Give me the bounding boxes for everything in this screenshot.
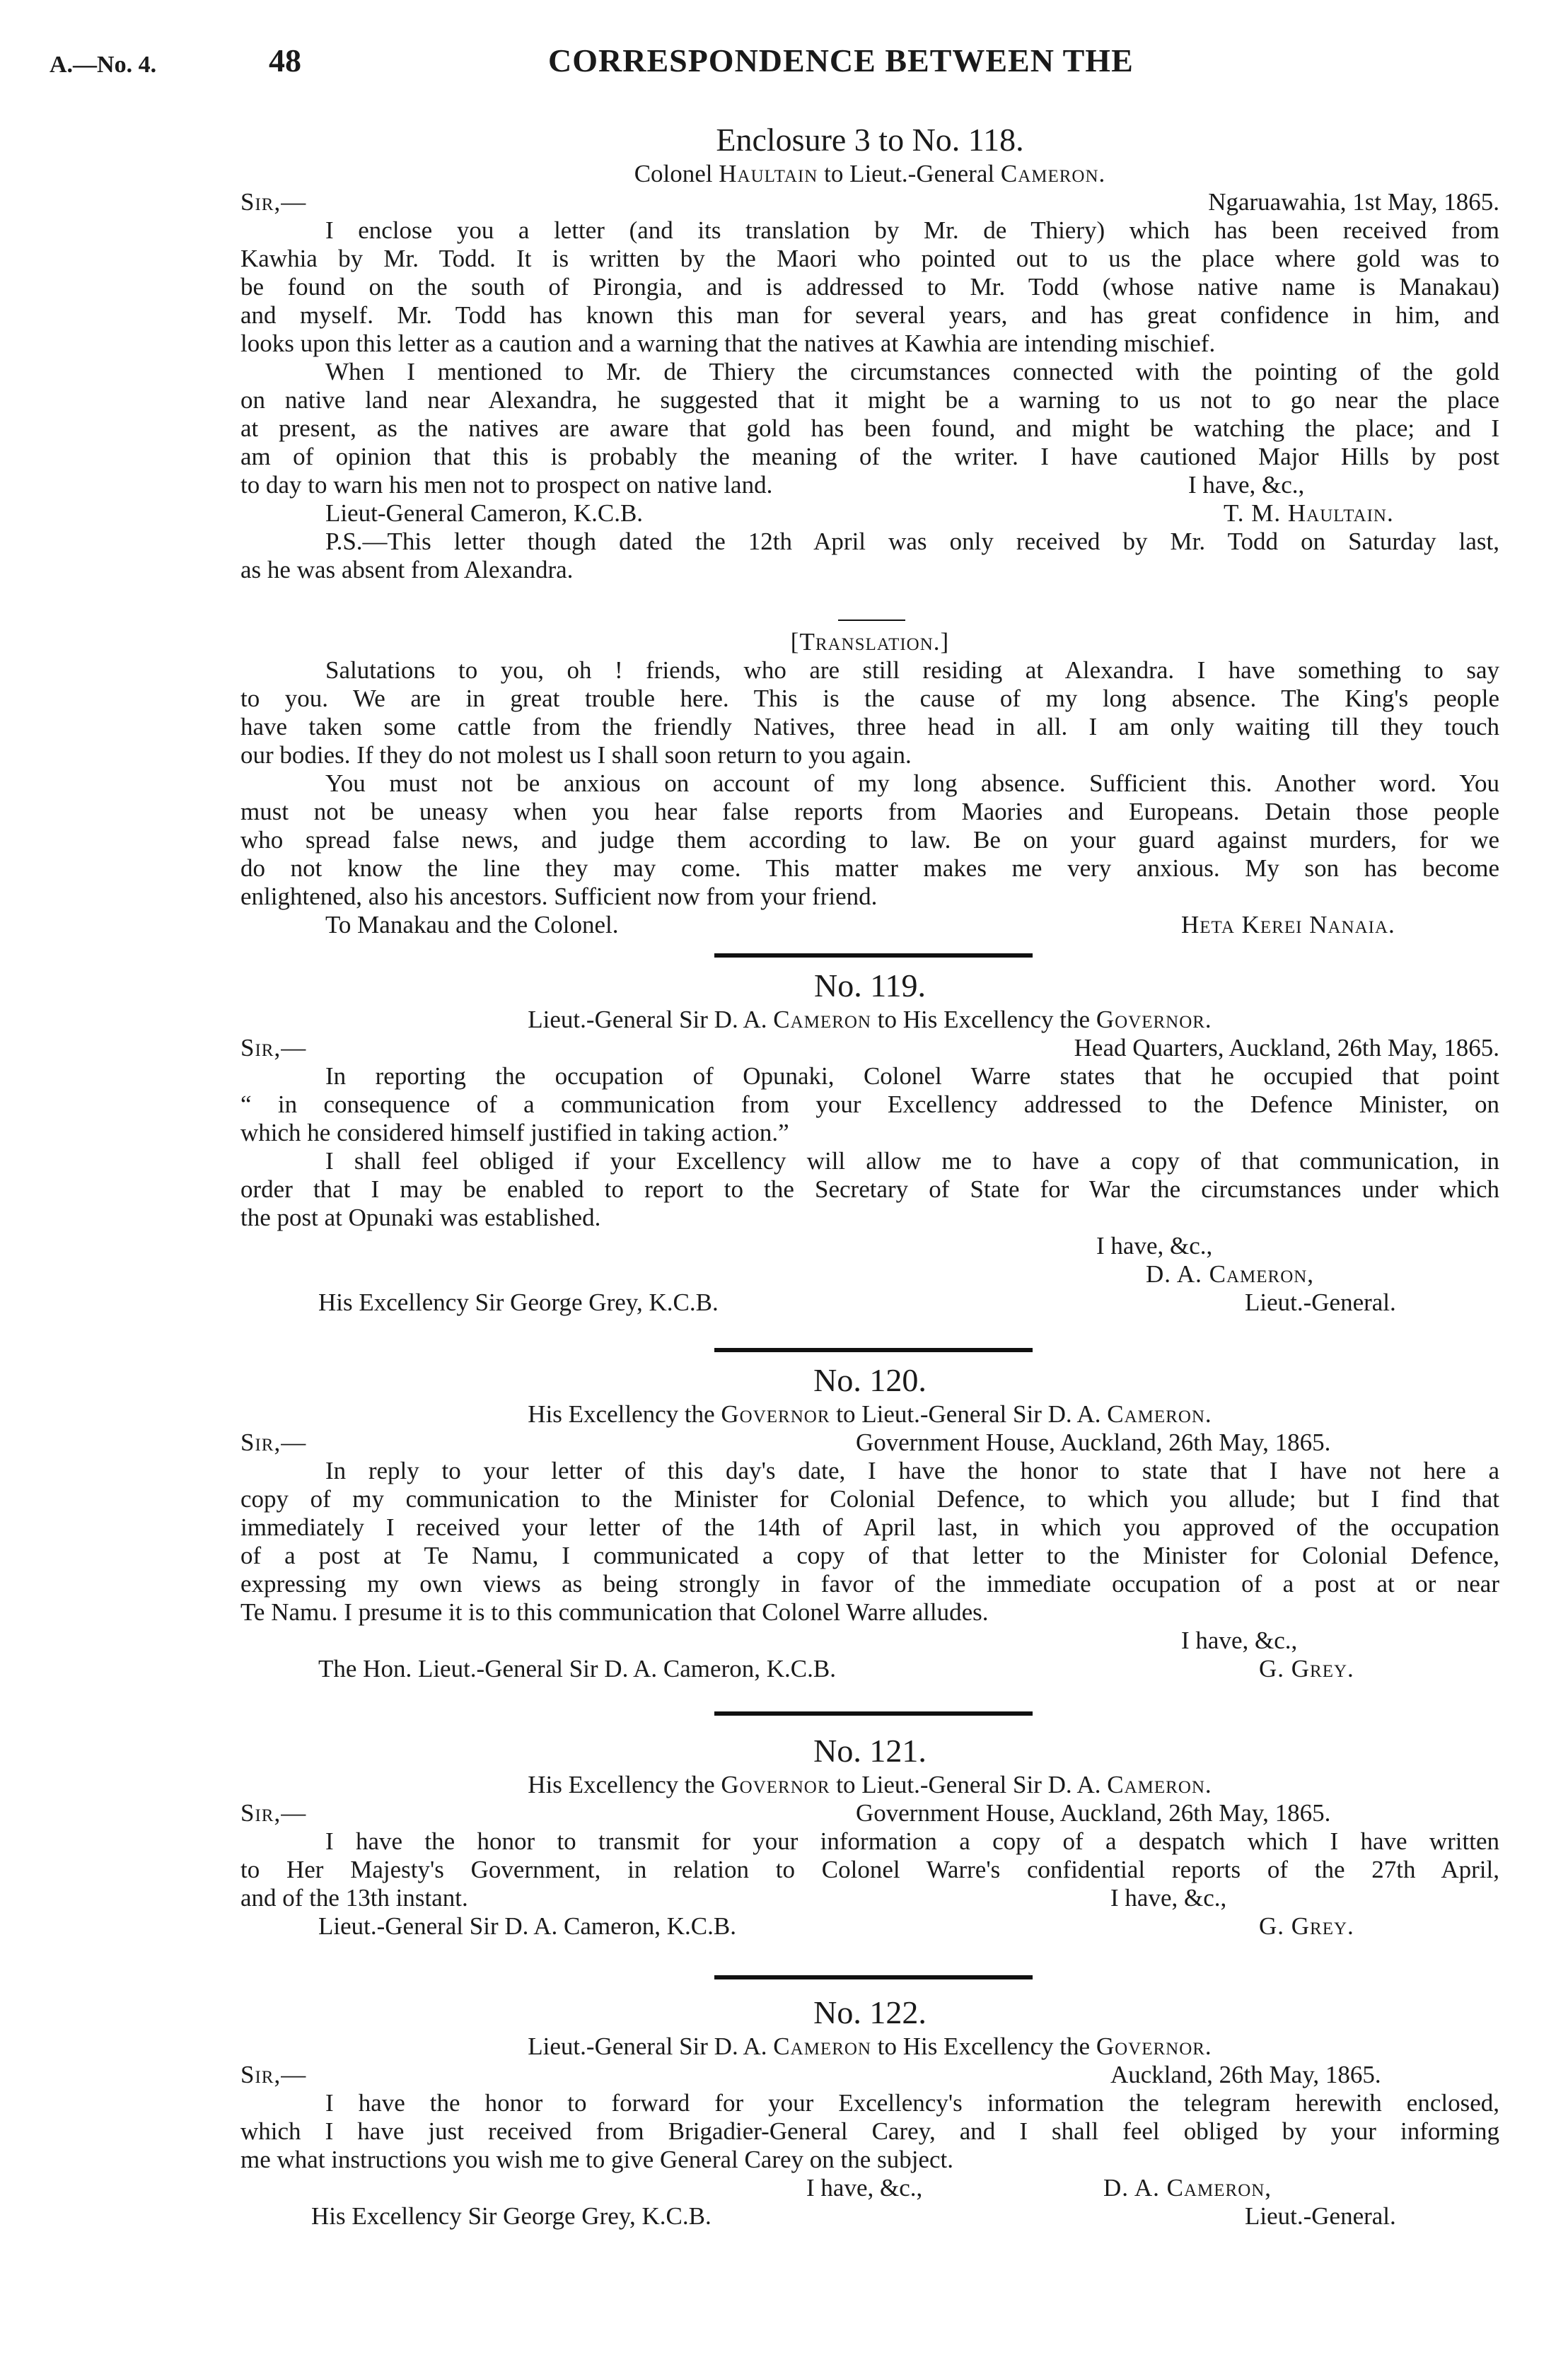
addressee: To Manakau and the Colonel. <box>325 911 619 938</box>
body-line: copy of my communication to the Minister for Colonial Defence, to which you allude; but I find that <box>240 1485 1499 1513</box>
place-date: Head Quarters, Auckland, 26th May, 1865. <box>1074 1034 1499 1062</box>
letter-120-section <box>240 1361 1499 1683</box>
section-heading: No. 119. <box>813 967 926 1004</box>
place-date: Government House, Auckland, 26th May, 1865. <box>856 1429 1331 1456</box>
section-heading: Enclosure 3 to No. 118. <box>716 122 1024 158</box>
body-line: order that I may be enabled to report to the Secretary of State for War the circumstances under which <box>240 1175 1499 1203</box>
letter-121-section <box>240 1731 1499 1941</box>
body-line: immediately I received your letter of the 14th of April last, in which you approved of the occupation <box>240 1513 1499 1541</box>
addressee: Lieut.-General Sir D. A. Cameron, K.C.B. <box>318 1912 737 1940</box>
section-subtitle: His Excellency the Governor to Lieut.-General Sir D. A. Cameron. <box>528 1771 1212 1798</box>
body-line: In reply to your letter of this day's date, I have the honor to state that I have not here a <box>325 1457 1499 1484</box>
body-line: “ in consequence of a communication from your Excellency addressed to the Defence Minister, on <box>240 1091 1499 1118</box>
place-date: Auckland, 26th May, 1865. <box>1110 2061 1381 2088</box>
body-line: You must not be anxious on account of my long absence. Sufficient this. Another word. You <box>325 769 1499 797</box>
section-divider <box>714 1348 1033 1352</box>
salutation: Sir,— <box>240 1799 307 1827</box>
translation-heading: [Translation.] <box>790 628 950 656</box>
body-line: our bodies. If they do not molest us I shall soon return to you again. <box>240 741 912 769</box>
section-heading: No. 121. <box>813 1733 927 1769</box>
body-line: When I mentioned to Mr. de Thiery the circumstances connected with the pointing of the gold <box>325 358 1499 385</box>
body-line: expressing my own views as being strongly in favor of the immediate occupation of a post at or near <box>240 1570 1499 1598</box>
addressee: His Excellency Sir George Grey, K.C.B. <box>318 1289 719 1316</box>
document-reference: A.—No. 4. <box>50 52 157 78</box>
body-line: I have the honor to forward for your Excellency's information the telegram herewith enclosed, <box>325 2089 1499 2117</box>
section-divider <box>714 1975 1033 1979</box>
body-line: looks upon this letter as a caution and a warning that the natives at Kawhia are intending mischief. <box>240 330 1216 357</box>
salutation: Sir,— <box>240 2061 307 2088</box>
addressee: His Excellency Sir George Grey, K.C.B. <box>311 2202 712 2230</box>
section-divider <box>714 1711 1033 1716</box>
body-line: to you. We are in great trouble here. This is the cause of my long absence. The King's people <box>240 685 1499 712</box>
enclosure-3-section <box>240 120 1499 584</box>
body-line: which he considered himself justified in taking action.” <box>240 1119 789 1146</box>
letter-119-section <box>240 966 1499 1317</box>
body-line: I enclose you a letter (and its translation by Mr. de Thiery) which has been received from <box>325 216 1499 244</box>
addressee: The Hon. Lieut.-General Sir D. A. Cameron, K.C.B. <box>318 1655 836 1682</box>
section-subtitle: Lieut.-General Sir D. A. Cameron to His Excellency the Governor. <box>528 1006 1212 1033</box>
body-line: do not know the line they may come. This matter makes me very anxious. My son has become <box>240 854 1499 882</box>
body-line: to day to warn his men not to prospect on native land. <box>240 471 773 499</box>
closing: I have, &c., <box>1110 1884 1227 1912</box>
body-line: the post at Opunaki was established. <box>240 1204 601 1231</box>
body-line: be found on the south of Pirongia, and is addressed to Mr. Todd (whose native name is Manakau) <box>240 273 1499 301</box>
body-line: me what instructions you wish me to give General Carey on the subject. <box>240 2146 953 2173</box>
section-subtitle: Lieut.-General Sir D. A. Cameron to His Excellency the Governor. <box>528 2033 1212 2060</box>
signatory-rank: Lieut.-General. <box>1245 1289 1396 1316</box>
body-line: at present, as the natives are aware that gold has been found, and might be watching the place; and I <box>240 414 1499 442</box>
body-line: enlightened, also his ancestors. Sufficient now from your friend. <box>240 883 878 910</box>
postscript-line: P.S.—This letter though dated the 12th April was only received by Mr. Todd on Saturday last, <box>325 528 1499 555</box>
signature: Heta Kerei Nanaia. <box>1181 911 1395 938</box>
signature: D. A. Cameron, <box>1146 1260 1315 1288</box>
closing: I have, &c., <box>1181 1627 1298 1654</box>
section-subtitle: Colonel Haultain to Lieut.-General Cameron. <box>634 160 1106 187</box>
body-line: to Her Majesty's Government, in relation to Colonel Warre's confidential reports of the 27th April, <box>240 1856 1499 1883</box>
letter-122-section <box>240 1993 1499 2231</box>
body-line: have taken some cattle from the friendly Natives, three head in all. I am only waiting till they touch <box>240 713 1499 740</box>
body-line: I have the honor to transmit for your information a copy of a despatch which I have written <box>325 1827 1499 1855</box>
translation-section <box>240 628 1499 939</box>
body-line: am of opinion that this is probably the meaning of the writer. I have cautioned Major Hills by post <box>240 443 1499 470</box>
salutation-row <box>240 188 1499 216</box>
body-line: and myself. Mr. Todd has known this man for several years, and has great confidence in him, and <box>240 301 1499 329</box>
body-line: Te Namu. I presume it is to this communication that Colonel Warre alludes. <box>240 1598 989 1626</box>
salutation: Sir,— <box>240 188 307 216</box>
body-line: who spread false news, and judge them according to law. Be on your guard against murders, for we <box>240 826 1499 854</box>
page-number: 48 <box>269 42 301 78</box>
section-divider <box>714 953 1033 958</box>
running-title: CORRESPONDENCE BETWEEN THE <box>548 42 1134 78</box>
body-line: In reporting the occupation of Opunaki, Colonel Warre states that he occupied that point <box>325 1062 1499 1090</box>
addressee: Lieut-General Cameron, K.C.B. <box>325 499 644 527</box>
short-divider <box>838 620 905 621</box>
closing: I have, &c., <box>1096 1232 1213 1260</box>
postscript-line: as he was absent from Alexandra. <box>240 556 574 583</box>
body-line: Kawhia by Mr. Todd. It is written by the Maori who pointed out to us the place where gold was to <box>240 245 1499 272</box>
salutation: Sir,— <box>240 1034 307 1062</box>
place-date: Ngaruawahia, 1st May, 1865. <box>1208 188 1499 216</box>
body-line: and of the 13th instant. <box>240 1884 468 1912</box>
body-line: I shall feel obliged if your Excellency will allow me to have a copy of that communication, in <box>325 1147 1499 1175</box>
body-line: of a post at Te Namu, I communicated a copy of that letter to the Minister for Colonial Defence, <box>240 1542 1499 1569</box>
body-line: on native land near Alexandra, he suggested that it might be a warning to us not to go near the place <box>240 386 1499 414</box>
section-subtitle: His Excellency the Governor to Lieut.-General Sir D. A. Cameron. <box>528 1400 1212 1428</box>
section-heading: No. 120. <box>813 1362 927 1398</box>
body-line: Salutations to you, oh ! friends, who are still residing at Alexandra. I have something to say <box>325 656 1499 684</box>
signature: T. M. Haultain. <box>1224 499 1394 527</box>
signature: G. Grey. <box>1259 1912 1354 1940</box>
closing: I have, &c., <box>806 2174 923 2202</box>
section-heading: No. 122. <box>813 1994 927 2030</box>
signature: G. Grey. <box>1259 1655 1354 1682</box>
closing: I have, &c., <box>1188 471 1305 499</box>
body-line: which I have just received from Brigadier-General Carey, and I shall feel obliged by your informing <box>240 2117 1499 2145</box>
signature: D. A. Cameron, <box>1103 2174 1272 2202</box>
body-line: must not be uneasy when you hear false reports from Maories and Europeans. Detain those people <box>240 798 1499 825</box>
salutation: Sir,— <box>240 1429 307 1456</box>
place-date: Government House, Auckland, 26th May, 1865. <box>856 1799 1331 1827</box>
signatory-rank: Lieut.-General. <box>1245 2202 1396 2230</box>
